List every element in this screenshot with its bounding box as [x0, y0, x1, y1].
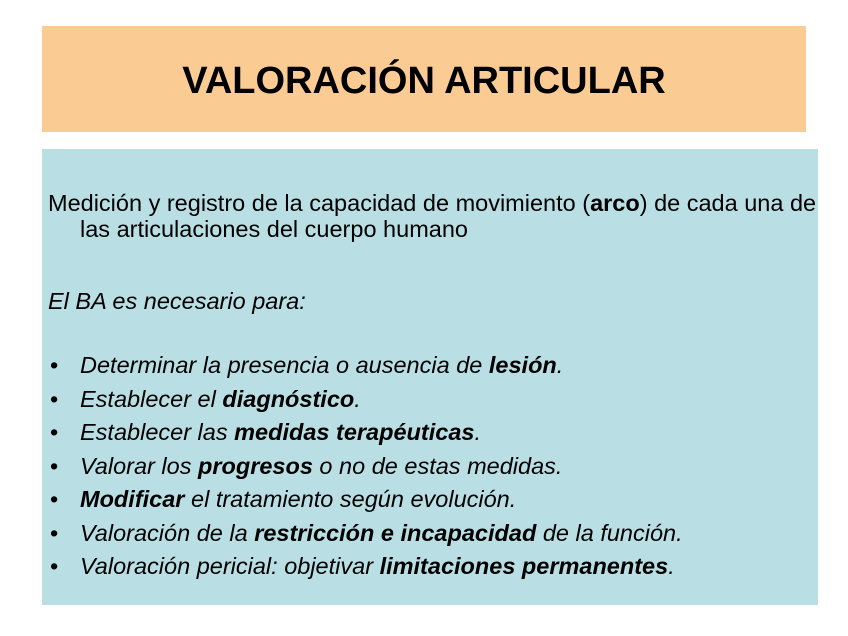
- list-item-pre: Valoración de la: [80, 519, 255, 546]
- list-item-keyword: medidas terapéuticas: [234, 419, 475, 445]
- list-item-text: [80, 520, 683, 546]
- title-banner: [42, 26, 806, 132]
- list-item-text: [80, 386, 361, 412]
- list-item-pre: Valoración pericial: objetivar: [80, 553, 380, 579]
- list-item-text: [80, 419, 481, 445]
- content-panel: [42, 149, 818, 605]
- list-item-post: .: [668, 553, 675, 579]
- list-lead-in: El BA es necesario para:: [48, 288, 306, 314]
- bullet-icon: •: [50, 419, 59, 445]
- list-item-post: .: [556, 352, 564, 378]
- list-item-keyword: restricción e incapacidad: [254, 519, 537, 546]
- list-item-post: o no de estas medidas.: [312, 452, 563, 479]
- list-item-keyword: lesión: [488, 352, 557, 378]
- list-item-post: .: [474, 419, 481, 445]
- list-item-keyword: diagnóstico: [222, 385, 355, 412]
- list-item-keyword: progresos: [197, 452, 313, 479]
- definition-text-start: Medición y registro de la capacidad de movimiento (: [48, 190, 591, 216]
- definition-keyword: arco: [590, 190, 640, 216]
- list-item-post: de la función.: [536, 519, 683, 546]
- list-item-pre: Valorar los: [80, 452, 198, 479]
- list-item-post: .: [354, 385, 361, 412]
- bullet-icon: •: [50, 385, 59, 412]
- list-item-text: [80, 352, 563, 378]
- list-item-keyword: Modificar: [80, 486, 185, 512]
- list-item-text: [80, 486, 516, 512]
- list-item-pre: Determinar la presencia o ausencia de: [80, 352, 489, 378]
- definition-paragraph: [48, 190, 818, 242]
- list-item-pre: Establecer el: [80, 385, 223, 412]
- bullet-icon: •: [50, 519, 59, 546]
- list-item-text: [80, 453, 562, 479]
- slide-title: VALORACIÓN ARTICULAR: [182, 59, 666, 102]
- definition-text-end: ) de cada una de las articulaciones del cuerpo humano: [80, 190, 817, 242]
- list-item-text: [80, 553, 675, 579]
- bullet-icon: •: [50, 486, 59, 512]
- bullet-icon: •: [50, 352, 59, 378]
- bullet-icon: •: [50, 452, 59, 479]
- list-item-keyword: limitaciones permanentes: [379, 553, 669, 579]
- list-item-pre: Establecer las: [80, 419, 235, 445]
- bullet-icon: •: [50, 553, 59, 579]
- list-item-post: el tratamiento según evolución.: [184, 486, 517, 512]
